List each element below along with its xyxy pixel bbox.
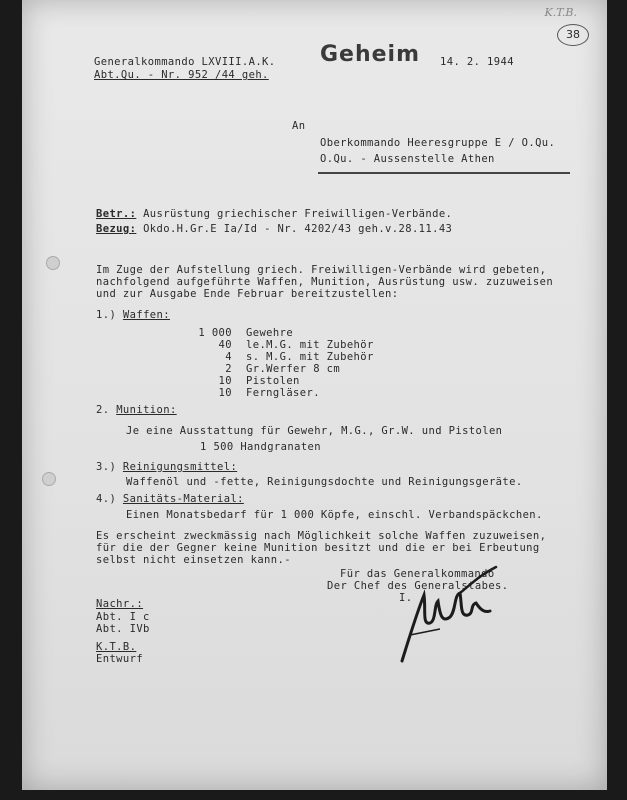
intro-line-2: nachfolgend aufgeführte Waffen, Munition, Ausrüstung usw. zuzuweisen (96, 276, 554, 288)
office-line-2: Abt.Qu. - Nr. 952 /44 geh. (94, 69, 269, 81)
section-2-title: Munition: (116, 404, 177, 416)
page-number-stamp: 38 (557, 24, 589, 46)
section-1-number: 1.) (96, 309, 117, 321)
weapon-item: le.M.G. mit Zubehör (246, 339, 374, 351)
weapon-qty: 40 (218, 339, 232, 351)
section-1-title: Waffen: (122, 309, 170, 321)
document-date: 14. 2. 1944 (440, 56, 514, 68)
punch-hole (46, 256, 60, 270)
weapon-item: s. M.G. mit Zubehör (246, 351, 374, 363)
weapon-qty: 4 (225, 351, 232, 363)
recipient-line-2: O.Qu. - Aussenstelle Athen (320, 153, 495, 165)
section-2-number: 2. (96, 404, 110, 416)
section-3-title: Reinigungsmittel: (122, 461, 238, 473)
sanitaet-text: Einen Monatsbedarf für 1 000 Köpfe, einschl. Verbandspäckchen. (126, 509, 543, 521)
distribution-entwurf: Entwurf (96, 653, 144, 665)
signature-line-2: Der Chef des Generalstabes. (327, 580, 509, 592)
closing-line-1: Es erscheint zweckmässig nach Möglichkeit solche Waffen zuzuweisen, (96, 530, 547, 542)
handwritten-signature (400, 565, 520, 665)
document-page (22, 0, 607, 790)
weapon-qty: 2 (225, 363, 232, 375)
classification-stamp: Geheim (320, 42, 421, 67)
betr-text: Ausrüstung griechischer Freiwilligen-Verbände. (143, 208, 453, 220)
bezug-text: Okdo.H.Gr.E Ia/Id - Nr. 4202/43 geh.v.28.11.43 (143, 223, 453, 235)
signature-line-3: I. (399, 592, 413, 604)
weapon-item: Ferngläser. (246, 387, 320, 399)
weapon-qty: 10 (218, 375, 232, 387)
intro-line-1: Im Zuge der Aufstellung griech. Freiwilligen-Verbände wird gebeten, (96, 264, 547, 276)
weapon-item: Gewehre (246, 327, 294, 339)
distribution-ktb: K.T.B. (96, 641, 137, 653)
weapon-qty: 1 000 (198, 327, 232, 339)
intro-line-3: und zur Ausgabe Ende Februar bereitzustellen: (96, 288, 399, 300)
closing-line-3: selbst nicht einsetzen kann.- (96, 554, 291, 566)
office-line-1: Generalkommando LXVIII.A.K. (94, 56, 276, 68)
munition-extra: 1 500 Handgranaten (200, 441, 321, 453)
section-4-number: 4.) (96, 493, 117, 505)
recipient-label: An (292, 120, 306, 132)
recipient-line-1: Oberkommando Heeresgruppe E / O.Qu. (320, 137, 556, 149)
section-3-number: 3.) (96, 461, 117, 473)
corner-note: K.T.B. (544, 6, 577, 19)
distribution-line-1: Abt. I c (96, 611, 150, 623)
signature-line-1: Für das Generalkommando (340, 568, 495, 580)
punch-hole (42, 472, 56, 486)
weapon-item: Pistolen (246, 375, 300, 387)
reinigung-text: Waffenöl und -fette, Reinigungsdochte und Reinigungsgeräte. (126, 476, 523, 488)
section-4-title: Sanitäts-Material: (122, 493, 244, 505)
munition-text: Je eine Ausstattung für Gewehr, M.G., Gr.W. und Pistolen (126, 425, 503, 437)
recipient-underline (318, 172, 570, 174)
distribution-line-2: Abt. IVb (96, 623, 150, 635)
closing-line-2: für die der Gegner keine Munition besitzt und die er bei Erbeutung (96, 542, 540, 554)
weapon-qty: 10 (218, 387, 232, 399)
bezug-label: Bezug: (96, 223, 137, 235)
weapon-item: Gr.Werfer 8 cm (246, 363, 341, 375)
distribution-title: Nachr.: (96, 598, 144, 610)
betr-label: Betr.: (96, 208, 137, 220)
